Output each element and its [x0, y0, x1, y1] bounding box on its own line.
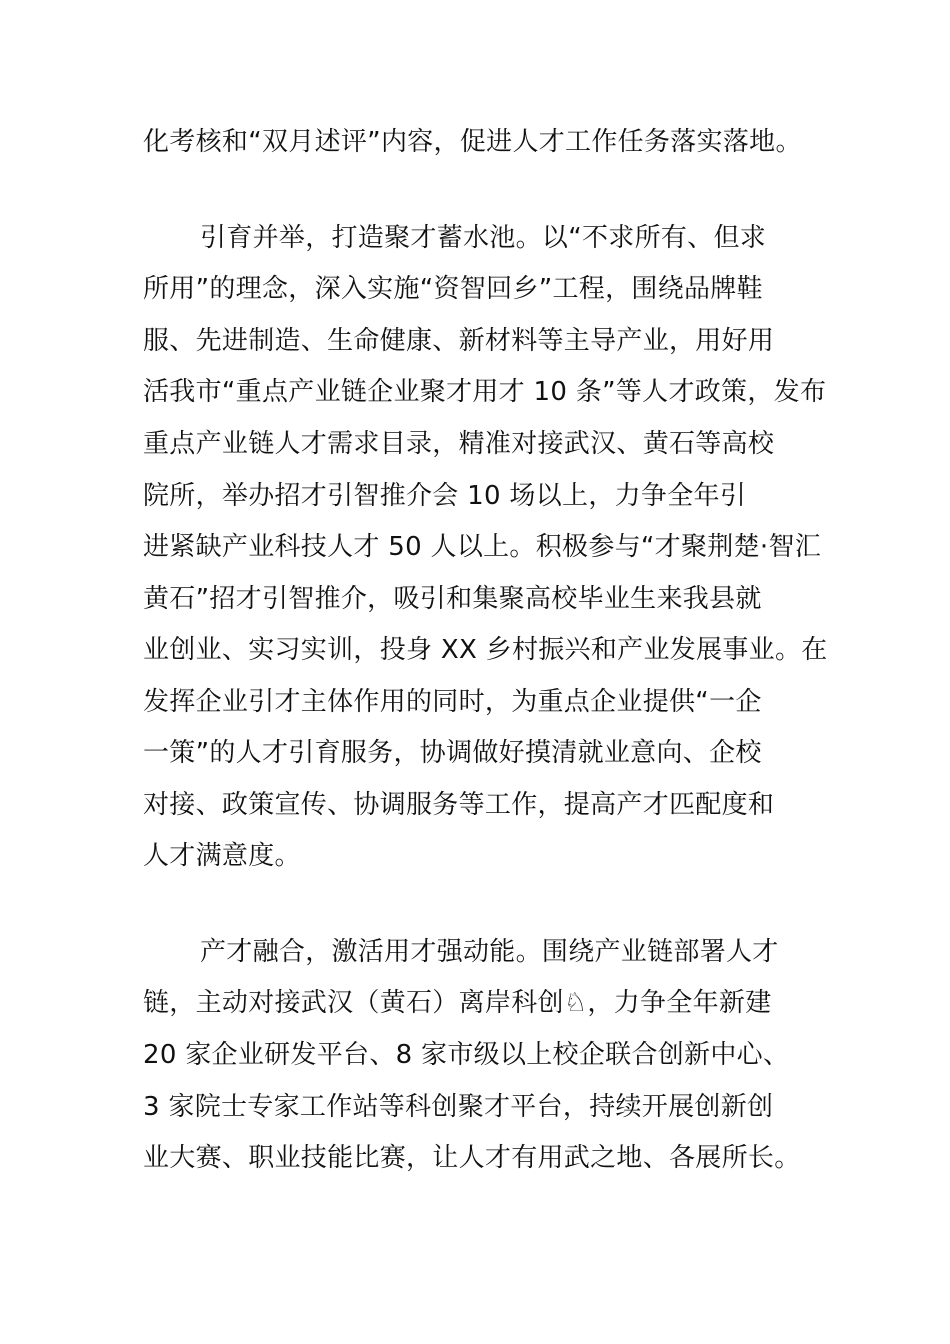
- text-line: 一策”的人才引育服务，协调做好摸清就业意向、企校: [143, 738, 762, 768]
- text-line: 所用”的理念，深入实施“资智回乡”工程，围绕品牌鞋: [143, 274, 763, 304]
- text-line: 发挥企业引才主体作用的同时，为重点企业提供“一企: [143, 687, 762, 717]
- text-line: 服、先进制造、生命健康、新材料等主导产业，用好用: [143, 326, 775, 356]
- text-line: 进紧缺产业科技人才 50 人以上。积极参与“才聚荆楚·智汇: [143, 532, 822, 562]
- text-line: 黄石”招才引智推介，吸引和集聚高校毕业生来我县就: [143, 584, 762, 614]
- paragraph-heading-line: 产才融合，激活用才强动能。围绕产业链部署人才: [200, 937, 779, 967]
- text-line: 链，主动对接武汉（黄石）离岸科创♘，力争全年新建: [143, 988, 772, 1018]
- text-line: 业大赛、职业技能比赛，让人才有用武之地、各展所长。: [143, 1143, 801, 1173]
- text-line: 3 家院士专家工作站等科创聚才平台，持续开展创新创: [143, 1092, 774, 1122]
- paragraph-heading-line: 引育并举，打造聚才蓄水池。以“不求所有、但求: [200, 223, 767, 253]
- text-line: 活我市“重点产业链企业聚才用才 10 条”等人才政策，发布: [143, 377, 827, 407]
- text-line: 对接、政策宣传、协调服务等工作，提高产才匹配度和: [143, 790, 775, 820]
- text-line: 业创业、实习实训，投身 XX 乡村振兴和产业发展事业。在: [143, 635, 828, 665]
- text-line: 院所，举办招才引智推介会 10 场以上，力争全年引: [143, 481, 747, 511]
- text-line: 重点产业链人才需求目录，精准对接武汉、黄石等高校: [143, 429, 775, 459]
- text-line: 化考核和“双月述评”内容，促进人才工作任务落实落地。: [143, 127, 802, 157]
- text-line: 20 家企业研发平台、8 家市级以上校企联合创新中心、: [143, 1040, 790, 1070]
- text-line: 人才满意度。: [143, 841, 301, 871]
